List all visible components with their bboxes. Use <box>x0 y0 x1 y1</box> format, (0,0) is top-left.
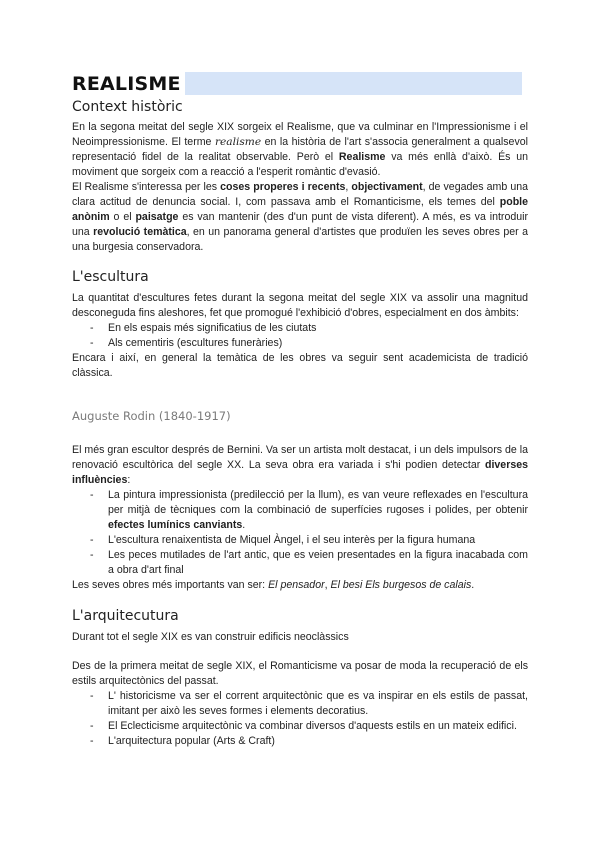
dash-bullet: - <box>90 534 94 546</box>
dash-bullet: - <box>90 322 94 334</box>
text-run: Les seves obres més importants van ser: <box>72 579 269 591</box>
dash-bullet: - <box>90 337 94 349</box>
escultura-list <box>72 321 528 351</box>
bold-realisme: Realisme <box>338 151 386 163</box>
bold-text: revolució temàtica <box>93 226 187 238</box>
bold-text: efectes lumínics canviants <box>108 519 243 531</box>
heading-context: Context històric <box>72 99 183 115</box>
list-item-text: El Eclecticisme arquitectònic va combinar diversos d'aquests estils en un mateix edifici. <box>108 720 517 732</box>
heading-arquitectura: L'arquitecutura <box>72 608 179 624</box>
list-item <box>72 719 528 734</box>
title-row <box>72 71 522 96</box>
list-item-text: En els espais més significatius de les ciutats <box>108 322 317 334</box>
text-run: , <box>324 579 331 591</box>
text-run: : <box>127 474 131 486</box>
context-body <box>72 120 528 255</box>
text-run: , en un panorama general d'artistes que produïen les seves obres per a una burgesia conservadora. <box>72 226 528 253</box>
escultura-paragraph-1: La quantitat d'escultures fetes durant la segona meitat del segle XIX va assolir una magnitud desconeguda fins aleshores, fet que promogué l'exhibició d'obres, especialment en dos àmbits: <box>72 292 528 319</box>
list-item-text: Les peces mutilades de l'art antic, que es veien presentades en la figura inacabada com a obra d'art final <box>108 549 528 576</box>
list-item <box>72 548 528 578</box>
escultura-body <box>72 291 528 381</box>
list-item <box>72 321 528 336</box>
page-title: REALISME <box>72 72 181 95</box>
dash-bullet: - <box>90 720 94 732</box>
dash-bullet: - <box>90 549 94 561</box>
dash-bullet: - <box>90 489 94 501</box>
text-run: , de vegades amb una clara actitud de denuncia social. I, com passava amb el Romanticisme, els temes del <box>72 181 528 208</box>
text-run: En la segona meitat del segle XIX sorgeix el Realisme, que va culminar en l'Impressionisme i el Neoimpressionisme. El terme <box>72 121 528 148</box>
text-run: en la història de l'art s'associa generalment a qualsevol representació fidel de la realitat observable. Però el <box>72 136 528 163</box>
text-run: . <box>242 519 246 531</box>
text-run: El Realisme s'interessa per les <box>72 181 221 193</box>
context-paragraph-2 <box>72 180 528 255</box>
context-paragraph-1 <box>72 120 528 180</box>
list-item-text: L'arquitectura popular (Arts & Craft) <box>108 735 275 747</box>
escultura-paragraph-2: Encara i així, en general la temàtica de les obres va seguir sent academicista de tradició clàssica. <box>72 352 528 379</box>
influences-list <box>72 488 528 578</box>
subheading-rodin: Auguste Rodin (1840-1917) <box>72 409 231 423</box>
list-item-text: L' historicisme va ser el corrent arquitectònic que es va inspirar en els estils de passat, imitant per això les seves formes i elements decoratius. <box>108 690 528 717</box>
arquitectura-paragraph-1: Durant tot el segle XIX es van construir edificis neoclàssics <box>72 631 349 643</box>
term-realisme: realisme <box>214 136 262 148</box>
bold-text: poble anònim <box>72 196 528 223</box>
list-item <box>72 689 528 719</box>
list-item <box>72 488 528 533</box>
arquitectura-intro <box>72 630 528 645</box>
work-title: Els burgesos de calais <box>365 579 472 591</box>
work-title: El besi <box>330 579 363 591</box>
work-title: El pensador <box>268 579 325 591</box>
rodin-body <box>72 443 528 593</box>
dash-bullet: - <box>90 690 94 702</box>
bold-text: objectivament <box>351 181 423 193</box>
list-item-text: L'escultura renaixentista de Miquel Àngel, i el seu interès per la figura humana <box>108 534 476 546</box>
bold-text: diverses influències <box>72 459 528 486</box>
heading-escultura: L'escultura <box>72 269 149 285</box>
dash-bullet: - <box>90 735 94 747</box>
rodin-paragraph <box>72 443 528 488</box>
list-item <box>72 734 528 749</box>
list-item <box>72 336 528 351</box>
text-run: El més gran escultor després de Bernini. Va ser un artista molt destacat, i un dels impulsors de la renovació escultòrica del segle XX. La seva obra era variada i s'hi podien detectar <box>72 444 528 471</box>
arquitectura-body <box>72 659 528 749</box>
bold-text: coses properes i recents <box>220 181 346 193</box>
arquitectura-paragraph-2: Des de la primera meitat de segle XIX, el Romanticisme va posar de moda la recuperació de els estils arquitectònics del passat. <box>72 660 528 687</box>
list-item-text: Als cementiris (escultures funeràries) <box>108 337 283 349</box>
rodin-works <box>72 578 528 593</box>
text-run: o el <box>109 211 136 223</box>
text-run: La pintura impressionista (predilecció per la llum), es van veure reflexades en l'escultura per mitjà de tècniques com la combinació de superfícies rugoses i polides, per obtenir <box>108 489 528 516</box>
text-run: va més enllà d'això. És un moviment que sorgeix com a reacció a l'esperit romàntic d'evasió. <box>72 151 529 178</box>
list-item <box>72 533 528 548</box>
text-run: . <box>471 579 475 591</box>
title-highlight-bar <box>185 72 522 95</box>
text-run: , <box>345 181 352 193</box>
text-run: es van mantenir (des d'un punt de vista diferent). A més, es va introduir una <box>72 211 529 238</box>
arquitectura-list <box>72 689 528 749</box>
bold-text: paisatge <box>135 211 179 223</box>
